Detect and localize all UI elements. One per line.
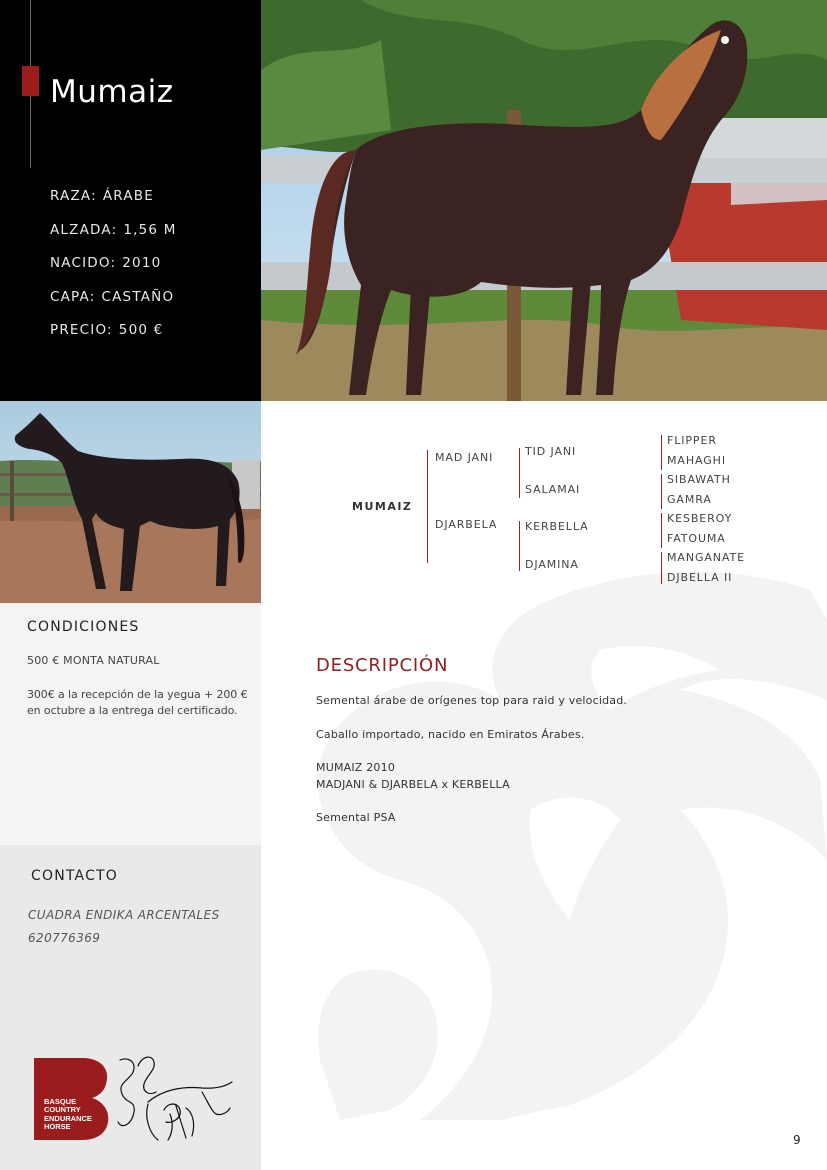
pedigree-bracket-2a (519, 448, 520, 498)
description-paragraph-3b: MADJANI & DJARBELA x KERBELLA (316, 778, 510, 791)
pedigree-gen3-6: FATOUMA (667, 532, 726, 545)
secondary-photo-image (0, 401, 261, 603)
pedigree-bracket-3b (661, 474, 662, 509)
pedigree-bracket-2b (519, 521, 520, 571)
pedigree-gen3-5: KESBEROY (667, 512, 733, 525)
pedigree-gen3-4: GAMRA (667, 493, 712, 506)
contact-name: CUADRA ENDIKA ARCENTALES (28, 908, 220, 922)
pedigree-bracket-3a (661, 435, 662, 470)
svg-text:BASQUE: BASQUE (44, 1097, 77, 1106)
page-number: 9 (793, 1133, 801, 1147)
svg-text:COUNTRY: COUNTRY (44, 1105, 81, 1114)
contact-phone: 620776369 (28, 931, 101, 945)
basque-country-endurance-logo (34, 1058, 110, 1140)
pedigree-bracket-3c (661, 513, 662, 548)
pedigree-dam-sire: KERBELLA (525, 520, 589, 533)
spec-list (50, 186, 177, 354)
horse-name: Mumaiz (50, 74, 174, 110)
pedigree-sire-sire: TID JANI (525, 445, 577, 458)
pedigree-gen3-1: FLIPPER (667, 434, 717, 447)
description-paragraph-2: Caballo importado, nacido en Emiratos Árabes. (316, 728, 585, 741)
pedigree-gen3-8: DJBELLA II (667, 571, 733, 584)
description-paragraph-1: Semental árabe de orígenes top para raid y velocidad. (316, 694, 628, 707)
description-paragraph-3a: MUMAIZ 2010 (316, 761, 396, 774)
pedigree-gen3-3: SIBAWATH (667, 473, 731, 486)
conditions-panel (0, 603, 261, 845)
pedigree-sire: MAD JANI (435, 451, 494, 464)
pedigree-subject: MUMAIZ (352, 500, 413, 513)
main-photo-image (261, 0, 827, 401)
accent-mark (22, 66, 39, 96)
description-paragraph-4: Semental PSA (316, 811, 396, 824)
spec-height: ALZADA: 1,56 M (50, 221, 177, 238)
conditions-title: CONDICIONES (27, 619, 140, 635)
horse-sketch-signature-icon (112, 1052, 236, 1144)
pedigree-gen3-7: MANGANATE (667, 551, 745, 564)
pedigree-bracket-3d (661, 552, 662, 584)
conditions-line-1: 500 € MONTA NATURAL (27, 654, 160, 667)
svg-text:ENDURANCE: ENDURANCE (44, 1114, 92, 1123)
horse-watermark-icon (300, 560, 827, 1120)
pedigree-bracket-1 (427, 450, 428, 563)
spec-breed: RAZA: ÁRABE (50, 188, 154, 204)
header-panel (0, 0, 261, 401)
svg-text:HORSE: HORSE (44, 1122, 71, 1131)
spec-price: PRECIO: 500 € (50, 322, 164, 338)
description-title: DESCRIPCIÓN (316, 655, 449, 676)
main-horse-photo (261, 0, 827, 401)
pedigree-dam: DJARBELA (435, 518, 498, 531)
secondary-horse-photo (0, 401, 261, 603)
pedigree-dam-dam: DJAMINA (525, 558, 579, 571)
spec-born: NACIDO: 2010 (50, 255, 162, 271)
pedigree-sire-dam: SALAMAI (525, 483, 581, 496)
conditions-line-2: 300€ a la recepción de la yegua + 200 € en octubre a la entrega del certificado. (27, 688, 248, 717)
spec-coat: CAPA: CASTAÑO (50, 288, 175, 305)
contact-title: CONTACTO (31, 868, 119, 884)
pedigree-gen3-2: MAHAGHI (667, 454, 726, 467)
